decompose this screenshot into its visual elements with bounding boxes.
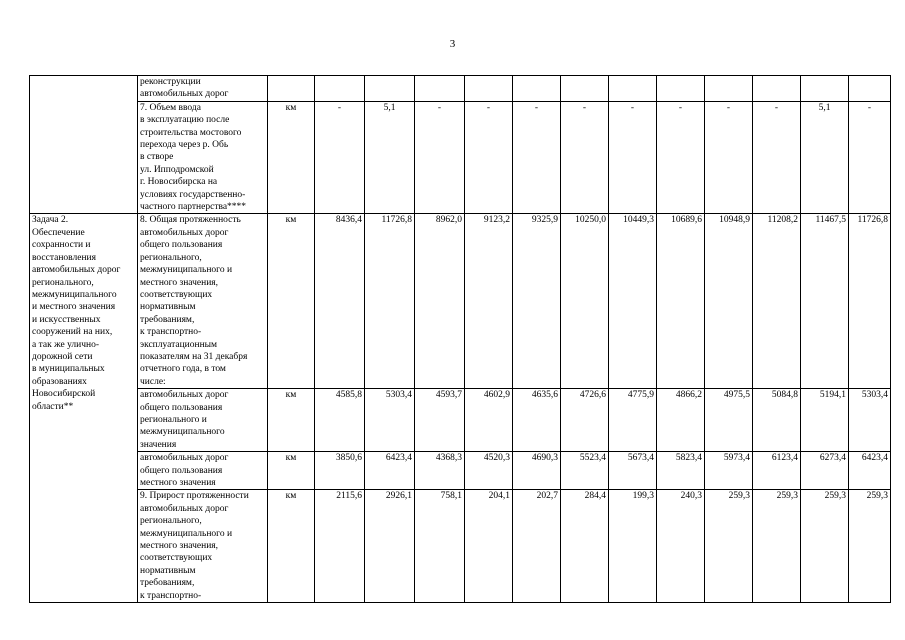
value-cell: 11726,8 [365, 214, 415, 389]
value-cell: - [415, 101, 465, 214]
value-cell: 10449,3 [609, 214, 657, 389]
table-row [30, 214, 891, 389]
indicator-cell: 8. Общая протяженность автомобильных дорог общего пользования регионального, межмуниципального и местного значения, соответствующих нормативным требованиям, к транспортно- эксплуатационным показателям на 31 декабря отчетного года, в том числе: [138, 214, 268, 389]
value-cell: - [315, 101, 365, 214]
value-cell: 5523,4 [561, 452, 609, 490]
value-cell: 5673,4 [609, 452, 657, 490]
value-cell [801, 76, 849, 102]
value-cell: 259,3 [849, 490, 891, 603]
value-cell [753, 76, 801, 102]
value-cell: - [657, 101, 705, 214]
value-cell: 5,1 [801, 101, 849, 214]
value-cell: - [465, 101, 513, 214]
value-cell: 284,4 [561, 490, 609, 603]
value-cell: 4866,2 [657, 389, 705, 452]
table-row [30, 452, 891, 490]
value-cell: 259,3 [753, 490, 801, 603]
value-cell: 11467,5 [801, 214, 849, 389]
value-cell: 5,1 [365, 101, 415, 214]
value-cell: 5084,8 [753, 389, 801, 452]
value-cell: 5303,4 [365, 389, 415, 452]
value-cell: 4726,6 [561, 389, 609, 452]
value-cell: 204,1 [465, 490, 513, 603]
value-cell: 11726,8 [849, 214, 891, 389]
indicators-table [29, 75, 891, 603]
value-cell: 10689,6 [657, 214, 705, 389]
value-cell: 4520,3 [465, 452, 513, 490]
value-cell: 4585,8 [315, 389, 365, 452]
value-cell [513, 76, 561, 102]
indicator-cell: реконструкции автомобильных дорог [138, 76, 268, 102]
indicator-cell: 7. Объем ввода в эксплуатацию после строительства мостового перехода через р. Обь в створе ул. Ипподромской г. Новосибирска на условиях государственно- частного партнерства**** [138, 101, 268, 214]
value-cell [561, 76, 609, 102]
page-number: 3 [449, 38, 456, 50]
value-cell: 259,3 [705, 490, 753, 603]
value-cell: 202,7 [513, 490, 561, 603]
value-cell: 240,3 [657, 490, 705, 603]
value-cell: - [849, 101, 891, 214]
value-cell [849, 76, 891, 102]
unit-cell: км [268, 452, 315, 490]
value-cell: 6423,4 [365, 452, 415, 490]
value-cell: 4775,9 [609, 389, 657, 452]
value-cell: 8436,4 [315, 214, 365, 389]
value-cell: 6273,4 [801, 452, 849, 490]
value-cell [415, 76, 465, 102]
value-cell: 9123,2 [465, 214, 513, 389]
value-cell: 8962,0 [415, 214, 465, 389]
value-cell [365, 76, 415, 102]
value-cell: 5973,4 [705, 452, 753, 490]
unit-cell [268, 76, 315, 102]
value-cell: 10250,0 [561, 214, 609, 389]
value-cell [705, 76, 753, 102]
value-cell: 4593,7 [415, 389, 465, 452]
unit-cell: км [268, 101, 315, 214]
value-cell: - [513, 101, 561, 214]
value-cell: 4975,5 [705, 389, 753, 452]
value-cell: 5194,1 [801, 389, 849, 452]
value-cell: 3850,6 [315, 452, 365, 490]
task-cell: Задача 2. Обеспечение сохранности и восстановления автомобильных дорог регионального, межмуниципального и местного значения и искусственных сооружений на них, а так же улично- дорожной сети в муниципальных образованиях Новосибирской области** [30, 214, 138, 603]
value-cell: 2115,6 [315, 490, 365, 603]
value-cell: 5303,4 [849, 389, 891, 452]
value-cell: 6423,4 [849, 452, 891, 490]
value-cell: 9325,9 [513, 214, 561, 389]
value-cell: 4690,3 [513, 452, 561, 490]
unit-cell: км [268, 490, 315, 603]
value-cell: 5823,4 [657, 452, 705, 490]
value-cell: 4602,9 [465, 389, 513, 452]
indicator-cell: автомобильных дорог общего пользования местного значения [138, 452, 268, 490]
value-cell: 758,1 [415, 490, 465, 603]
value-cell: - [561, 101, 609, 214]
task-cell [30, 76, 138, 214]
table-row [30, 76, 891, 102]
unit-cell: км [268, 389, 315, 452]
table-row [30, 490, 891, 603]
unit-cell: км [268, 214, 315, 389]
table-row [30, 101, 891, 214]
table-row [30, 389, 891, 452]
value-cell: 4635,6 [513, 389, 561, 452]
value-cell: 11208,2 [753, 214, 801, 389]
value-cell: 199,3 [609, 490, 657, 603]
value-cell: 6123,4 [753, 452, 801, 490]
value-cell: 4368,3 [415, 452, 465, 490]
value-cell [465, 76, 513, 102]
value-cell: 259,3 [801, 490, 849, 603]
value-cell [609, 76, 657, 102]
value-cell [657, 76, 705, 102]
value-cell: 2926,1 [365, 490, 415, 603]
value-cell [315, 76, 365, 102]
value-cell: - [609, 101, 657, 214]
value-cell: - [705, 101, 753, 214]
indicator-cell: автомобильных дорог общего пользования регионального и межмуниципального значения [138, 389, 268, 452]
value-cell: 10948,9 [705, 214, 753, 389]
value-cell: - [753, 101, 801, 214]
indicator-cell: 9. Прирост протяженности автомобильных дорог регионального, межмуниципального и местного значения, соответствующих нормативным требованиям, к транспортно- [138, 490, 268, 603]
